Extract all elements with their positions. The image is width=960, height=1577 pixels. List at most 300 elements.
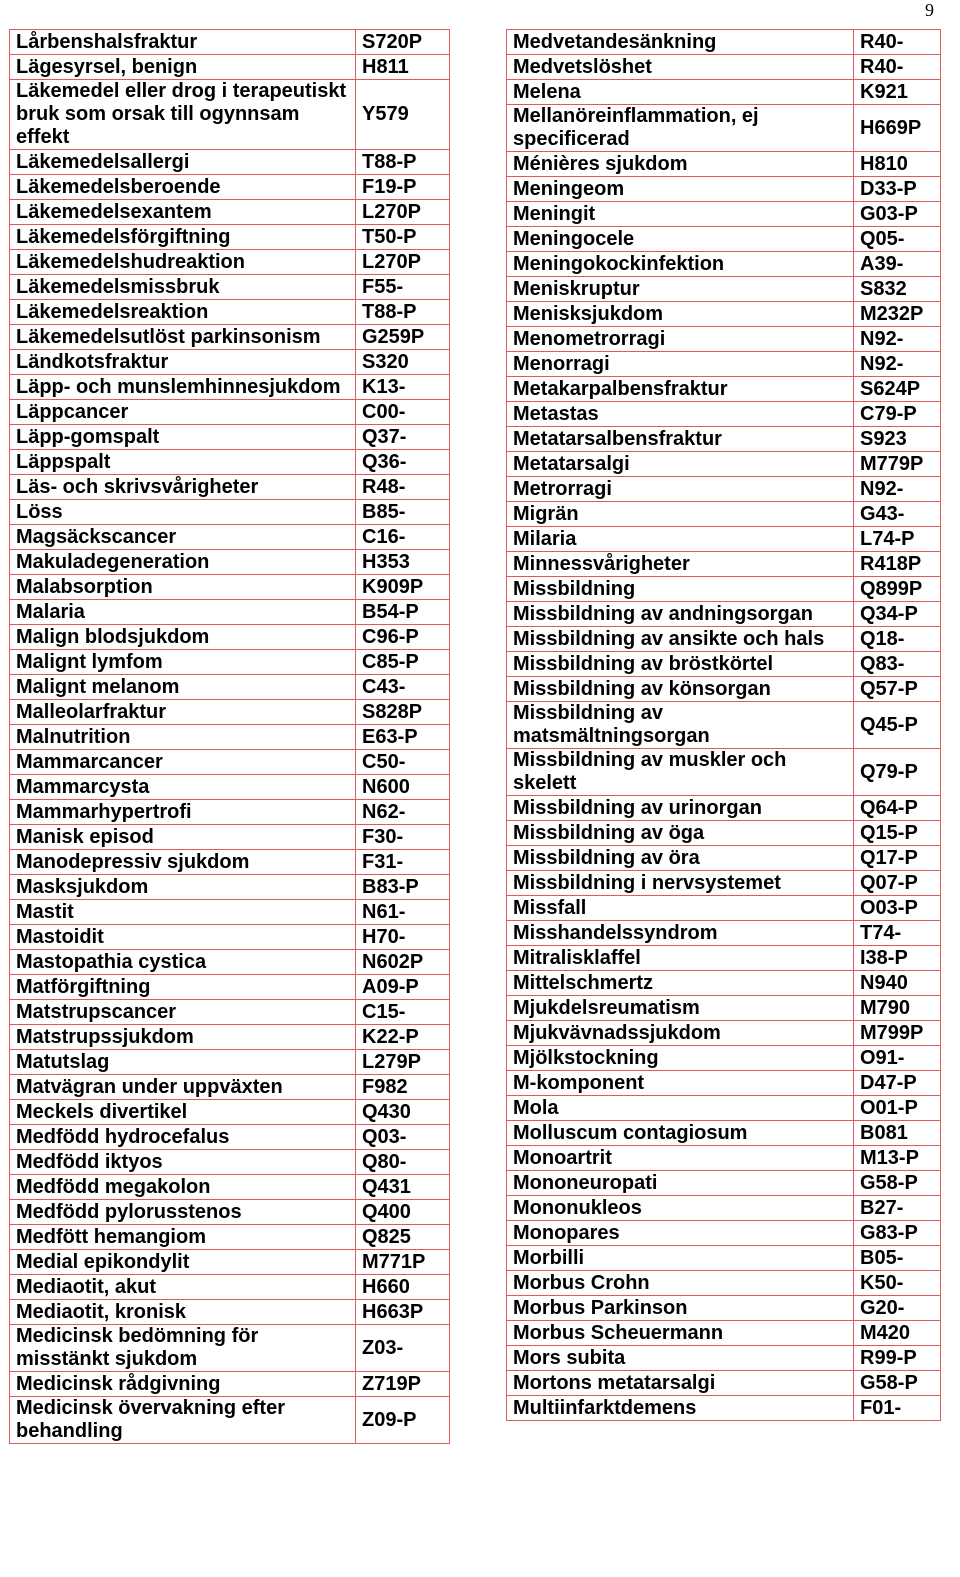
diagnosis-term: Monopares [507, 1221, 854, 1246]
table-row [10, 525, 450, 550]
table-row [507, 1146, 941, 1171]
diagnosis-code: M779P [854, 452, 941, 477]
diagnosis-term: Missbildning av ansikte och hals [507, 627, 854, 652]
table-row [10, 1300, 450, 1325]
table-row [10, 1372, 450, 1397]
diagnosis-term: Multiinfarktdemens [507, 1396, 854, 1421]
diagnosis-code: N62- [356, 800, 450, 825]
diagnosis-term: Mammarcancer [10, 750, 356, 775]
table-row [507, 896, 941, 921]
diagnosis-code: M420 [854, 1321, 941, 1346]
page-number: 9 [925, 0, 934, 20]
diagnosis-code: H810 [854, 152, 941, 177]
diagnosis-code: C50- [356, 750, 450, 775]
table-row [10, 375, 450, 400]
table-row [10, 750, 450, 775]
table-row [507, 502, 941, 527]
table-row [507, 1096, 941, 1121]
diagnosis-term: Melena [507, 80, 854, 105]
diagnosis-code-table-right [506, 29, 941, 1421]
diagnosis-code: L279P [356, 1050, 450, 1075]
diagnosis-code: H660 [356, 1275, 450, 1300]
diagnosis-code: H811 [356, 55, 450, 80]
diagnosis-term: Morbilli [507, 1246, 854, 1271]
table-row [507, 552, 941, 577]
table-row [10, 400, 450, 425]
diagnosis-term: Matförgiftning [10, 975, 356, 1000]
table-row [10, 800, 450, 825]
diagnosis-term: Läkemedelsberoende [10, 175, 356, 200]
diagnosis-term: Menorragi [507, 352, 854, 377]
diagnosis-code: R48- [356, 475, 450, 500]
table-row [507, 202, 941, 227]
table-row [507, 152, 941, 177]
diagnosis-term: Medvetandesänkning [507, 30, 854, 55]
diagnosis-term: Läkemedelsutlöst parkinsonism [10, 325, 356, 350]
diagnosis-term: Metrorragi [507, 477, 854, 502]
table-row [10, 325, 450, 350]
table-row [10, 1200, 450, 1225]
table-row [507, 105, 941, 152]
diagnosis-term: Mammarcysta [10, 775, 356, 800]
table-row [507, 55, 941, 80]
table-row [507, 821, 941, 846]
table-row [507, 627, 941, 652]
table-row [10, 675, 450, 700]
diagnosis-code: C43- [356, 675, 450, 700]
diagnosis-code: G58-P [854, 1371, 941, 1396]
diagnosis-code: L270P [356, 250, 450, 275]
diagnosis-code: K22-P [356, 1025, 450, 1050]
diagnosis-code: F31- [356, 850, 450, 875]
table-row [507, 302, 941, 327]
diagnosis-code: B05- [854, 1246, 941, 1271]
diagnosis-term: Läkemedelsmissbruk [10, 275, 356, 300]
diagnosis-code: G83-P [854, 1221, 941, 1246]
diagnosis-code: Q57-P [854, 677, 941, 702]
diagnosis-code: R418P [854, 552, 941, 577]
diagnosis-code: B54-P [356, 600, 450, 625]
table-row [10, 1050, 450, 1075]
diagnosis-code: M232P [854, 302, 941, 327]
diagnosis-term: Läs- och skrivsvårigheter [10, 475, 356, 500]
diagnosis-code: Z03- [356, 1325, 450, 1372]
table-row [507, 871, 941, 896]
diagnosis-code: T50-P [356, 225, 450, 250]
diagnosis-term: Medfött hemangiom [10, 1225, 356, 1250]
diagnosis-code: B081 [854, 1121, 941, 1146]
diagnosis-term: Matstrupscancer [10, 1000, 356, 1025]
diagnosis-term: M-komponent [507, 1071, 854, 1096]
diagnosis-code: S624P [854, 377, 941, 402]
table-row [10, 775, 450, 800]
diagnosis-code: H353 [356, 550, 450, 575]
diagnosis-term: Missbildning av könsorgan [507, 677, 854, 702]
diagnosis-term: Missbildning av bröstkörtel [507, 652, 854, 677]
diagnosis-code: F19-P [356, 175, 450, 200]
table-row [507, 1271, 941, 1296]
table-row [10, 1125, 450, 1150]
diagnosis-code: R99-P [854, 1346, 941, 1371]
table-row [10, 625, 450, 650]
table-row [507, 1171, 941, 1196]
diagnosis-code: K50- [854, 1271, 941, 1296]
diagnosis-term: Mjukdelsreumatism [507, 996, 854, 1021]
diagnosis-term: Missbildning av muskler och skelett [507, 749, 854, 796]
table-row [507, 1196, 941, 1221]
diagnosis-code: B83-P [356, 875, 450, 900]
diagnosis-term: Läkemedelsförgiftning [10, 225, 356, 250]
diagnosis-code: C85-P [356, 650, 450, 675]
diagnosis-code: N92- [854, 327, 941, 352]
diagnosis-term: Mastopathia cystica [10, 950, 356, 975]
table-row [10, 650, 450, 675]
diagnosis-term: Läppcancer [10, 400, 356, 425]
diagnosis-code: Q400 [356, 1200, 450, 1225]
diagnosis-term: Ménières sjukdom [507, 152, 854, 177]
diagnosis-term: Manisk episod [10, 825, 356, 850]
diagnosis-code: Q431 [356, 1175, 450, 1200]
table-row [10, 225, 450, 250]
table-row [10, 150, 450, 175]
diagnosis-code: H669P [854, 105, 941, 152]
table-row [507, 427, 941, 452]
diagnosis-term: Mammarhypertrofi [10, 800, 356, 825]
table-row [10, 425, 450, 450]
diagnosis-term: Metatarsalbensfraktur [507, 427, 854, 452]
diagnosis-code: R40- [854, 55, 941, 80]
diagnosis-term: Minnessvårigheter [507, 552, 854, 577]
table-row [507, 1046, 941, 1071]
diagnosis-term: Läkemedelsallergi [10, 150, 356, 175]
diagnosis-code: C00- [356, 400, 450, 425]
table-row [10, 1075, 450, 1100]
table-row [10, 1275, 450, 1300]
table-row [507, 996, 941, 1021]
diagnosis-term: Läppspalt [10, 450, 356, 475]
table-row [10, 1397, 450, 1444]
diagnosis-term: Molluscum contagiosum [507, 1121, 854, 1146]
diagnosis-code: G03-P [854, 202, 941, 227]
diagnosis-term: Mola [507, 1096, 854, 1121]
diagnosis-code-table-left [9, 29, 450, 1444]
diagnosis-term: Mastoidit [10, 925, 356, 950]
diagnosis-term: Medfödd pylorusstenos [10, 1200, 356, 1225]
table-row [507, 1121, 941, 1146]
diagnosis-code: N61- [356, 900, 450, 925]
diagnosis-term: Mjukvävnadssjukdom [507, 1021, 854, 1046]
diagnosis-code: C16- [356, 525, 450, 550]
diagnosis-code: M799P [854, 1021, 941, 1046]
table-row [507, 577, 941, 602]
diagnosis-code: Q37- [356, 425, 450, 450]
diagnosis-term: Malign blodsjukdom [10, 625, 356, 650]
diagnosis-term: Mellanöreinflammation, ej specificerad [507, 105, 854, 152]
diagnosis-term: Läkemedelsreaktion [10, 300, 356, 325]
diagnosis-code: N940 [854, 971, 941, 996]
diagnosis-code: C15- [356, 1000, 450, 1025]
diagnosis-code: I38-P [854, 946, 941, 971]
diagnosis-code: C79-P [854, 402, 941, 427]
diagnosis-code: G58-P [854, 1171, 941, 1196]
diagnosis-term: Malabsorption [10, 575, 356, 600]
table-row [507, 277, 941, 302]
diagnosis-code: O91- [854, 1046, 941, 1071]
diagnosis-term: Malaria [10, 600, 356, 625]
diagnosis-code: B85- [356, 500, 450, 525]
diagnosis-code: Q64-P [854, 796, 941, 821]
diagnosis-term: Läkemedelsexantem [10, 200, 356, 225]
table-row [10, 600, 450, 625]
diagnosis-code: N602P [356, 950, 450, 975]
diagnosis-code: T88-P [356, 300, 450, 325]
diagnosis-term: Meniskruptur [507, 277, 854, 302]
table-row [507, 402, 941, 427]
table-row [10, 700, 450, 725]
table-row [507, 1371, 941, 1396]
diagnosis-term: Metakarpalbensfraktur [507, 377, 854, 402]
table-row [507, 971, 941, 996]
diagnosis-term: Morbus Parkinson [507, 1296, 854, 1321]
table-row [507, 377, 941, 402]
table-row [507, 1021, 941, 1046]
diagnosis-code: Q36- [356, 450, 450, 475]
diagnosis-code: L270P [356, 200, 450, 225]
table-row [507, 227, 941, 252]
table-row [507, 1396, 941, 1421]
table-row [10, 250, 450, 275]
table-row [10, 1150, 450, 1175]
diagnosis-code: K909P [356, 575, 450, 600]
diagnosis-term: Monoartrit [507, 1146, 854, 1171]
diagnosis-term: Medicinsk rådgivning [10, 1372, 356, 1397]
diagnosis-term: Magsäckscancer [10, 525, 356, 550]
diagnosis-term: Mastit [10, 900, 356, 925]
diagnosis-code: E63-P [356, 725, 450, 750]
table-row [10, 1250, 450, 1275]
diagnosis-code: R40- [854, 30, 941, 55]
diagnosis-term: Missbildning av matsmältningsorgan [507, 702, 854, 749]
diagnosis-code: Q45-P [854, 702, 941, 749]
diagnosis-code: F55- [356, 275, 450, 300]
diagnosis-code: Q80- [356, 1150, 450, 1175]
diagnosis-term: Mors subita [507, 1346, 854, 1371]
diagnosis-code: Z719P [356, 1372, 450, 1397]
diagnosis-code: D47-P [854, 1071, 941, 1096]
diagnosis-term: Meningit [507, 202, 854, 227]
diagnosis-term: Läkemedel eller drog i terapeutiskt bruk som orsak till ogynnsam effekt [10, 80, 356, 150]
table-row [10, 575, 450, 600]
diagnosis-term: Medfödd megakolon [10, 1175, 356, 1200]
diagnosis-code: G20- [854, 1296, 941, 1321]
table-row [507, 527, 941, 552]
diagnosis-code: O01-P [854, 1096, 941, 1121]
table-row [507, 749, 941, 796]
diagnosis-term: Morbus Crohn [507, 1271, 854, 1296]
diagnosis-term: Lårbenshalsfraktur [10, 30, 356, 55]
diagnosis-code: G259P [356, 325, 450, 350]
diagnosis-code: S320 [356, 350, 450, 375]
table-row [507, 327, 941, 352]
diagnosis-code: S828P [356, 700, 450, 725]
diagnosis-term: Menisksjukdom [507, 302, 854, 327]
table-row [10, 1325, 450, 1372]
table-row [507, 602, 941, 627]
diagnosis-code: Z09-P [356, 1397, 450, 1444]
diagnosis-term: Matstrupssjukdom [10, 1025, 356, 1050]
diagnosis-code: C96-P [356, 625, 450, 650]
diagnosis-code: Q83- [854, 652, 941, 677]
diagnosis-term: Meckels divertikel [10, 1100, 356, 1125]
table-row [10, 55, 450, 80]
diagnosis-term: Mononeuropati [507, 1171, 854, 1196]
diagnosis-term: Malignt lymfom [10, 650, 356, 675]
diagnosis-code: Q825 [356, 1225, 450, 1250]
diagnosis-term: Missfall [507, 896, 854, 921]
table-row [10, 1225, 450, 1250]
diagnosis-term: Missbildning i nervsystemet [507, 871, 854, 896]
table-row [507, 1346, 941, 1371]
table-row [10, 475, 450, 500]
diagnosis-code: N92- [854, 352, 941, 377]
diagnosis-term: Menometrorragi [507, 327, 854, 352]
diagnosis-code: N600 [356, 775, 450, 800]
diagnosis-code: Y579 [356, 80, 450, 150]
table-row [10, 950, 450, 975]
diagnosis-code: L74-P [854, 527, 941, 552]
table-row [10, 80, 450, 150]
diagnosis-code: Q07-P [854, 871, 941, 896]
diagnosis-term: Mittelschmertz [507, 971, 854, 996]
diagnosis-code: B27- [854, 1196, 941, 1221]
table-row [507, 652, 941, 677]
diagnosis-term: Medicinsk övervakning efter behandling [10, 1397, 356, 1444]
table-row [507, 677, 941, 702]
diagnosis-code: S720P [356, 30, 450, 55]
diagnosis-term: Malleolarfraktur [10, 700, 356, 725]
diagnosis-term: Makuladegeneration [10, 550, 356, 575]
diagnosis-term: Matutslag [10, 1050, 356, 1075]
diagnosis-term: Missbildning av andningsorgan [507, 602, 854, 627]
diagnosis-term: Meningeom [507, 177, 854, 202]
diagnosis-term: Meningocele [507, 227, 854, 252]
diagnosis-term: Milaria [507, 527, 854, 552]
diagnosis-term: Metastas [507, 402, 854, 427]
diagnosis-term: Mediaotit, kronisk [10, 1300, 356, 1325]
table-row [507, 946, 941, 971]
diagnosis-term: Lägesyrsel, benign [10, 55, 356, 80]
diagnosis-code: T74- [854, 921, 941, 946]
table-row [10, 1175, 450, 1200]
table-row [507, 477, 941, 502]
table-row [10, 200, 450, 225]
diagnosis-term: Missbildning av öra [507, 846, 854, 871]
diagnosis-code: Q79-P [854, 749, 941, 796]
table-row [507, 252, 941, 277]
diagnosis-code: Q34-P [854, 602, 941, 627]
diagnosis-code: H70- [356, 925, 450, 950]
diagnosis-code: K13- [356, 375, 450, 400]
diagnosis-term: Masksjukdom [10, 875, 356, 900]
diagnosis-code: Q05- [854, 227, 941, 252]
diagnosis-term: Medfödd iktyos [10, 1150, 356, 1175]
diagnosis-term: Medicinsk bedömning för misstänkt sjukdom [10, 1325, 356, 1372]
diagnosis-code: Q17-P [854, 846, 941, 871]
table-row [10, 1100, 450, 1125]
diagnosis-code: Q899P [854, 577, 941, 602]
table-row [10, 1000, 450, 1025]
table-row [507, 846, 941, 871]
diagnosis-code: S832 [854, 277, 941, 302]
diagnosis-term: Ländkotsfraktur [10, 350, 356, 375]
diagnosis-term: Läpp- och munslemhinnesjukdom [10, 375, 356, 400]
diagnosis-term: Meningokockinfektion [507, 252, 854, 277]
table-row [507, 1071, 941, 1096]
diagnosis-term: Medial epikondylit [10, 1250, 356, 1275]
table-row [507, 1246, 941, 1271]
diagnosis-code: F01- [854, 1396, 941, 1421]
diagnosis-term: Migrän [507, 502, 854, 527]
table-row [10, 725, 450, 750]
diagnosis-code: Q03- [356, 1125, 450, 1150]
diagnosis-term: Läpp-gomspalt [10, 425, 356, 450]
table-row [507, 452, 941, 477]
table-row [507, 1321, 941, 1346]
table-row [507, 80, 941, 105]
table-row [507, 177, 941, 202]
diagnosis-term: Mononukleos [507, 1196, 854, 1221]
table-row [10, 275, 450, 300]
diagnosis-code: Q18- [854, 627, 941, 652]
diagnosis-term: Morbus Scheuermann [507, 1321, 854, 1346]
diagnosis-code: S923 [854, 427, 941, 452]
diagnosis-term: Misshandelssyndrom [507, 921, 854, 946]
diagnosis-code: T88-P [356, 150, 450, 175]
diagnosis-code: M771P [356, 1250, 450, 1275]
diagnosis-term: Matvägran under uppväxten [10, 1075, 356, 1100]
table-row [10, 825, 450, 850]
table-row [507, 30, 941, 55]
diagnosis-term: Mediaotit, akut [10, 1275, 356, 1300]
table-row [10, 1025, 450, 1050]
table-row [10, 875, 450, 900]
diagnosis-term: Mortons metatarsalgi [507, 1371, 854, 1396]
diagnosis-code: H663P [356, 1300, 450, 1325]
table-row [507, 1221, 941, 1246]
table-row [10, 550, 450, 575]
table-row [507, 1296, 941, 1321]
diagnosis-code: Q430 [356, 1100, 450, 1125]
table-row [10, 900, 450, 925]
diagnosis-term: Mjölkstockning [507, 1046, 854, 1071]
table-row [507, 702, 941, 749]
diagnosis-term: Malignt melanom [10, 675, 356, 700]
table-row [10, 850, 450, 875]
diagnosis-term: Medvetslöshet [507, 55, 854, 80]
diagnosis-code: K921 [854, 80, 941, 105]
diagnosis-code: D33-P [854, 177, 941, 202]
table-row [10, 450, 450, 475]
table-row [507, 796, 941, 821]
diagnosis-code: A09-P [356, 975, 450, 1000]
table-row [10, 975, 450, 1000]
diagnosis-code: M790 [854, 996, 941, 1021]
diagnosis-code: F982 [356, 1075, 450, 1100]
table-row [10, 300, 450, 325]
diagnosis-term: Löss [10, 500, 356, 525]
diagnosis-code: A39- [854, 252, 941, 277]
diagnosis-term: Metatarsalgi [507, 452, 854, 477]
